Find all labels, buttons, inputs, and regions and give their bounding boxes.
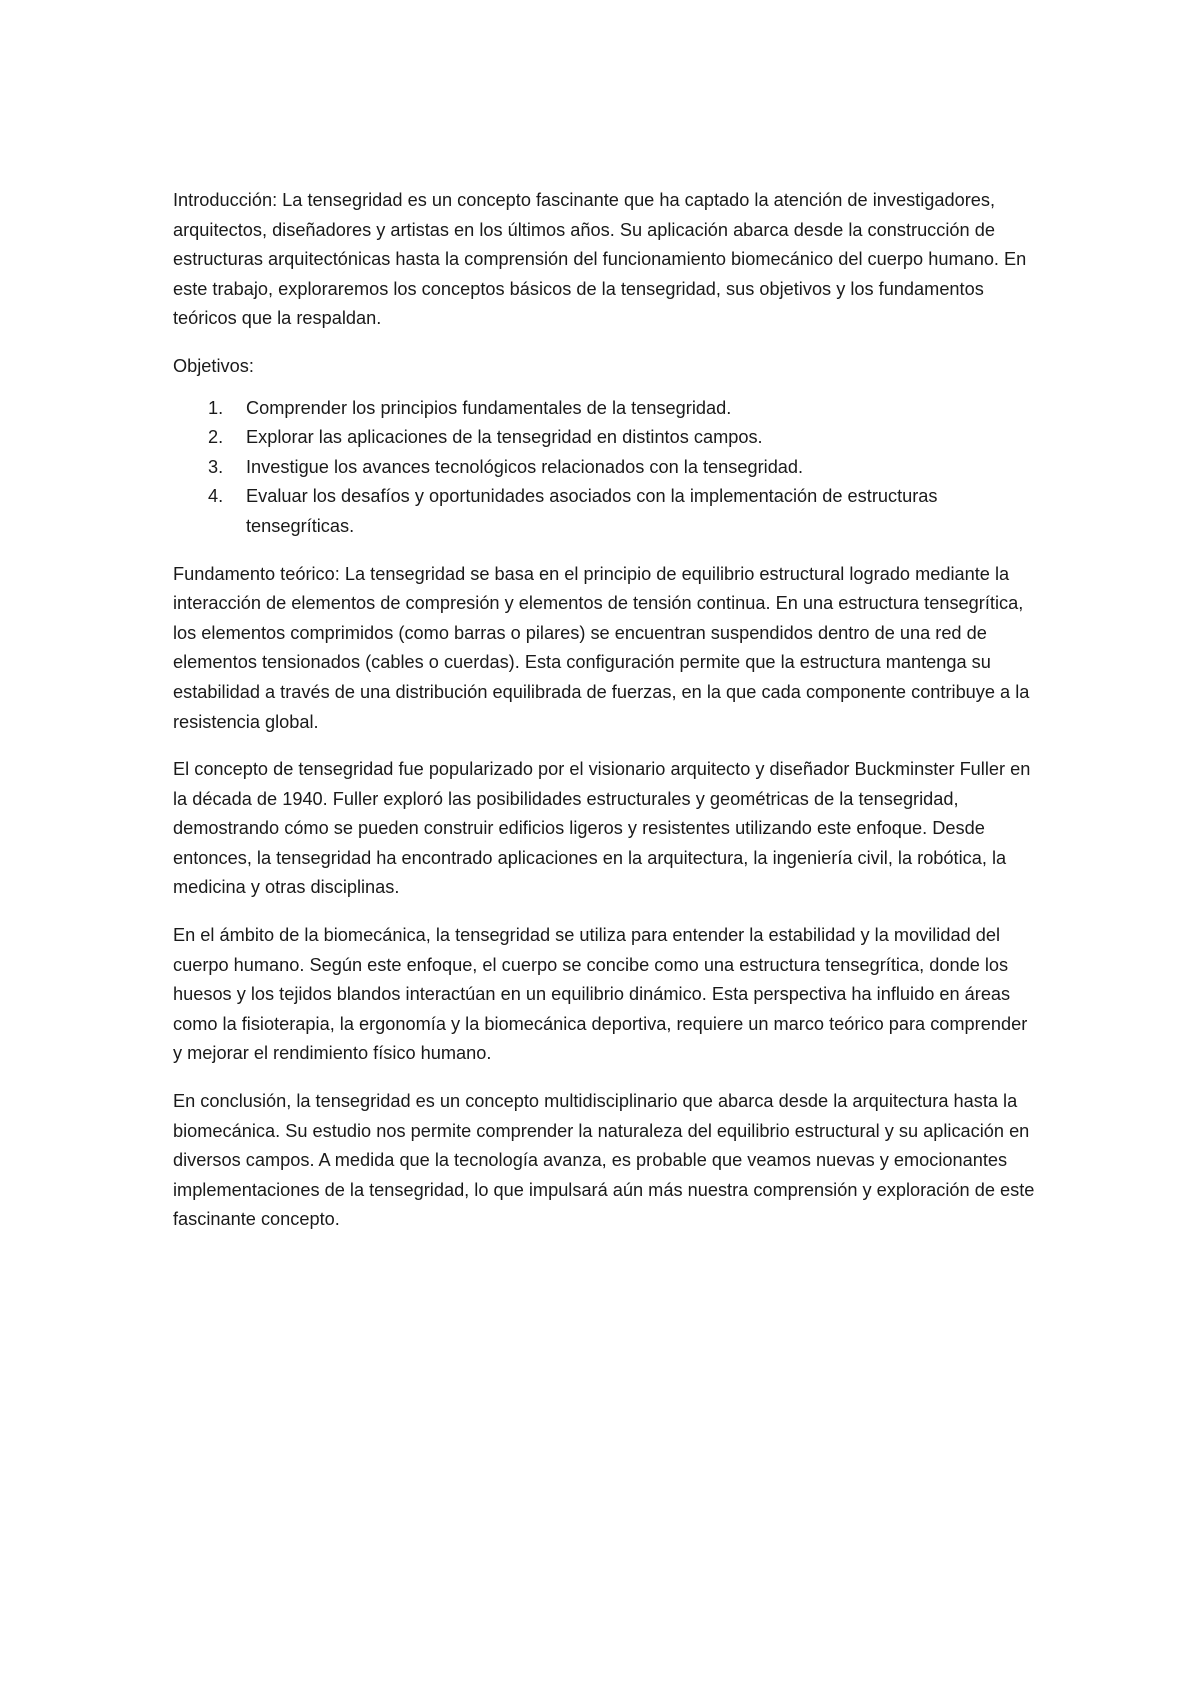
history-paragraph: El concepto de tensegridad fue popularizado por el visionario arquitecto y diseñador Buckminster Fuller en la década de 1940. Fuller exploró las posibilidades estructurales y geométricas de la tensegridad, demostrando cómo se pueden construir edificios ligeros y resistentes utilizando este enfoque. Desde entonces, la tensegridad ha encontrado aplicaciones en la arquitectura, la ingeniería civil, la robótica, la medicina y otras disciplinas. xyxy=(173,759,1031,898)
conclusion-paragraph: En conclusión, la tensegridad es un concepto multidisciplinario que abarca desde la arquitectura hasta la biomecánica. Su estudio nos permite comprender la naturaleza del equilibrio estructural y su aplicación en diversos campos. A medida que la tecnología avanza, es probable que veamos nuevas y emocionantes implementaciones de la tensegridad, lo que impulsará aún más nuestra comprensión y exploración de este fascinante concepto. xyxy=(173,1091,1035,1230)
objectives-list xyxy=(173,394,1041,542)
list-item-number: 2. xyxy=(208,427,224,448)
objectives-heading: Objetivos: xyxy=(173,355,254,376)
list-item-text: Explorar las aplicaciones de la tensegridad en distintos campos. xyxy=(246,427,763,448)
list-item-text: Investigue los avances tecnológicos relacionados con la tensegridad. xyxy=(246,456,804,477)
intro-paragraph: Introducción: La tensegridad es un concepto fascinante que ha captado la atención de investigadores, arquitectos, diseñadores y artistas en los últimos años. Su aplicación abarca desde la construcción de estructuras arquitectónicas hasta la comprensión del funcionamiento biomecánico del cuerpo humano. En este trabajo, exploraremos los conceptos básicos de la tensegridad, sus objetivos y los fundamentos teóricos que la respaldan. xyxy=(173,190,1027,329)
biomechanics-paragraph: En el ámbito de la biomecánica, la tensegridad se utiliza para entender la estabilidad y la movilidad del cuerpo humano. Según este enfoque, el cuerpo se concibe como una estructura tensegrítica, donde los huesos y los tejidos blandos interactúan en un equilibrio dinámico. Esta perspectiva ha influido en áreas como la fisioterapia, la ergonomía y la biomecánica deportiva, requiere un marco teórico para comprender y mejorar el rendimiento físico humano. xyxy=(173,925,1028,1064)
list-item xyxy=(173,423,1041,453)
document-body xyxy=(173,186,1041,1253)
list-item xyxy=(173,482,1041,541)
list-item-text: Evaluar los desafíos y oportunidades asociados con la implementación de estructuras tensegríticas. xyxy=(246,486,938,536)
theory-paragraph: Fundamento teórico: La tensegridad se basa en el principio de equilibrio estructural logrado mediante la interacción de elementos de compresión y elementos de tensión continua. En una estructura tensegrítica, los elementos comprimidos (como barras o pilares) se encuentran suspendidos dentro de una red de elementos tensionados (cables o cuerdas). Esta configuración permite que la estructura mantenga su estabilidad a través de una distribución equilibrada de fuerzas, en la que cada componente contribuye a la resistencia global. xyxy=(173,563,1030,732)
list-item xyxy=(173,394,1041,424)
list-item-number: 1. xyxy=(208,397,224,418)
list-item-text: Comprender los principios fundamentales de la tensegridad. xyxy=(246,397,732,418)
list-item xyxy=(173,453,1041,483)
list-item-number: 4. xyxy=(208,486,224,507)
list-item-number: 3. xyxy=(208,456,224,477)
